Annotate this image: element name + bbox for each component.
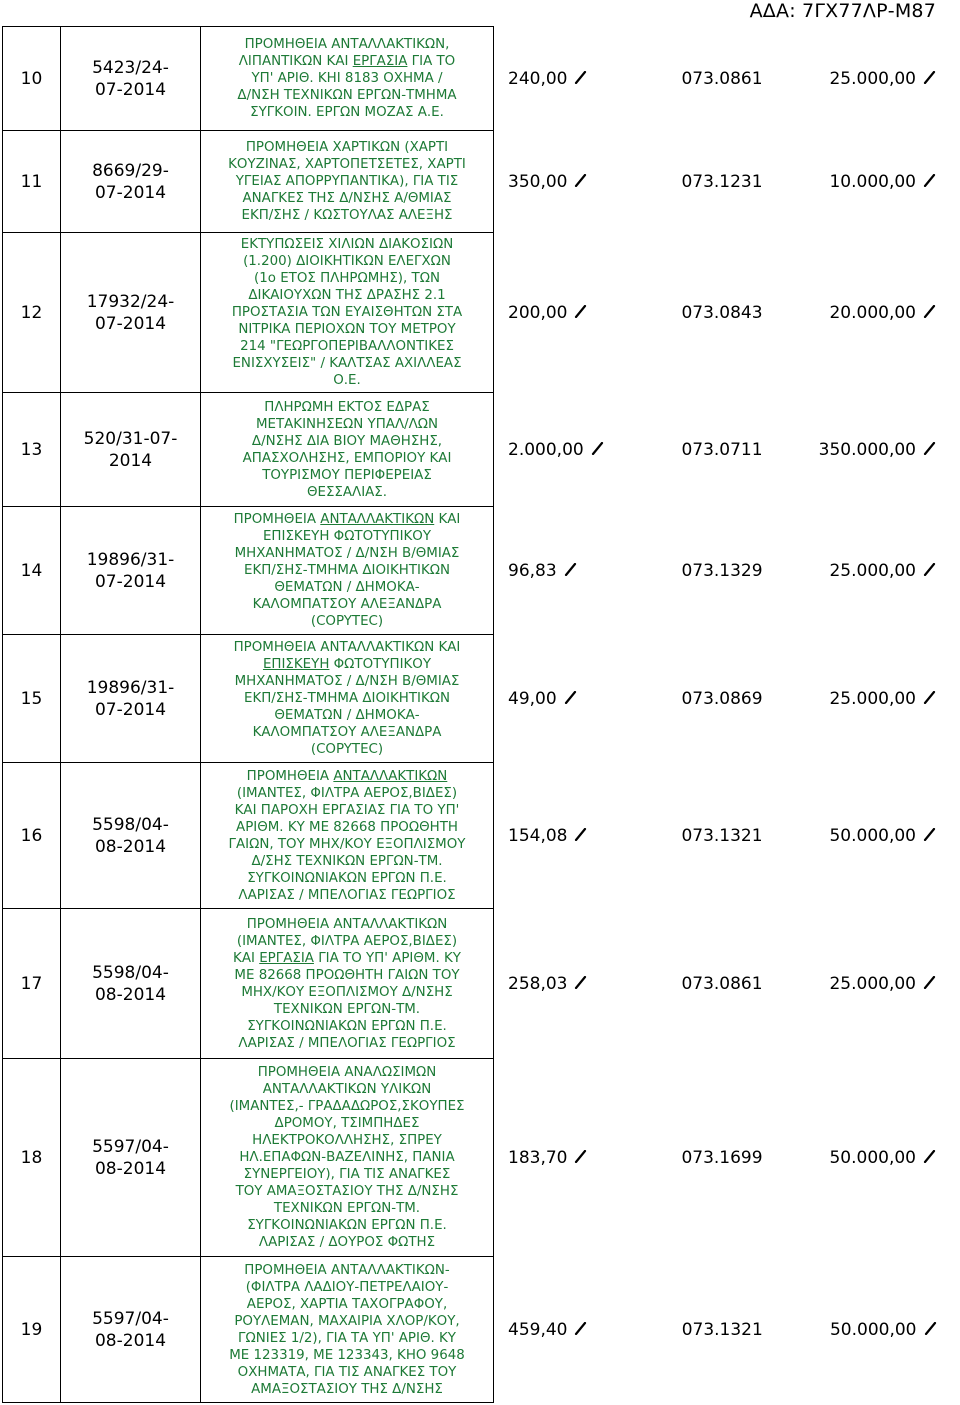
description-line: (1ο ΕΤΟΣ ΠΛΗΡΩΜΗΣ), ΤΩΝ (254, 271, 440, 286)
table-row (3, 909, 951, 1059)
euro-icon (564, 689, 577, 709)
description-line: ΛΑΡΙΣΑΣ / ΔΟΥΡΟΣ ΦΩΤΗΣ (258, 1235, 436, 1250)
protocol-line: 07-2014 (94, 571, 167, 592)
description-line: (1.200) ΔΙΟΙΚΗΤΙΚΩΝ ΕΛΕΓΧΩΝ (243, 254, 451, 269)
description-line: ΠΡΟΜΗΘΕΙΑ ΑΝΤΑΛΛΑΚΤΙΚΩΝ ΚΑΙ (233, 512, 461, 527)
euro-icon (574, 69, 587, 89)
payment-amount: 2.000,00 (508, 440, 640, 460)
description-line: ΠΡΟΜΗΘΕΙΑ ΑΝΤΑΛΛΑΚΤΙΚΩΝ (246, 916, 448, 932)
row-number: 17 (3, 909, 61, 1059)
description-line: (ΦΙΛΤΡΑ ΛΑΔΙΟΥ-ΠΕΤΡΕΛΑΙΟΥ- (245, 1279, 449, 1295)
description-line: ΗΛΕΚΤΡΟΚΟΛΛΗΣΗΣ, ΣΠΡΕΥ (252, 1133, 442, 1148)
description-line: ΡΟΥΛΕΜΑΝ, ΜΑΧΑΙΡΙΑ ΧΛΟΡ/ΚΟΥ, (234, 1313, 460, 1329)
protocol-line: 07-2014 (94, 313, 167, 334)
row-number: 12 (3, 233, 61, 393)
description-line: ΠΡΟΜΗΘΕΙΑ ΧΑΡΤΙΚΩΝ (ΧΑΡΤΙ (245, 140, 449, 155)
amounts (494, 233, 951, 393)
protocol-line: 07-2014 (94, 699, 167, 720)
euro-icon (923, 561, 936, 581)
description-line: ΕΚΠ/ΣΗΣ-ΤΜΗΜΑ ΔΙΟΙΚΗΤΙΚΩΝ (243, 691, 451, 706)
table-row (3, 233, 951, 393)
description-line: ΣΥΓΚΟΙΝΩΝΙΑΚΩΝ ΕΡΓΩΝ Π.Ε. (247, 1018, 447, 1034)
table-row (3, 635, 951, 763)
description-line: ΤΟΥ ΑΜΑΞΟΣΤΑΣΙΟΥ ΤΗΣ Δ/ΝΣΗΣ (235, 1184, 459, 1199)
description (201, 393, 494, 507)
description-line: ΘΕΜΑΤΩΝ / ΔΗΜΟΚΑ- (274, 708, 420, 723)
description-line: ΥΓΕΙΑΣ ΑΠΟΡΡΥΠΑΝΤΙΚΑ), ΓΙΑ ΤΙΣ (235, 174, 459, 189)
description-line: Ο.Ε. (333, 373, 361, 388)
description-line: (ΙΜΑΝΤΕΣ,- ΓΡΑΔΑΔΩΡΟΣ,ΣΚΟΥΠΕΣ (229, 1099, 465, 1114)
euro-icon (574, 1320, 587, 1340)
row-number: 18 (3, 1059, 61, 1257)
description-line: (ΙΜΑΝΤΕΣ, ΦΙΛΤΡΑ ΑΕΡΟΣ,ΒΙΔΕΣ) (236, 933, 458, 949)
payment-amount: 96,83 (508, 561, 640, 581)
table-row (3, 393, 951, 507)
description-line: 214 "ΓΕΩΡΓΟΠΕΡΙΒΑΛΛΟΝΤΙΚΕΣ (240, 339, 454, 354)
description-line: ΚΑΙ ΠΑΡΟΧΗ ΕΡΓΑΣΙΑΣ ΓΙΑ ΤΟ ΥΠ' (234, 802, 460, 818)
description-line: ΛΑΡΙΣΑΣ / ΜΠΕΛΟΓΙΑΣ ΓΕΩΡΓΙΟΣ (238, 1035, 456, 1051)
protocol-line: 08-2014 (94, 1330, 167, 1351)
description-line: Δ/ΝΣΗΣ ΔΙΑ ΒΙΟΥ ΜΑΘΗΣΗΣ, (251, 433, 443, 449)
protocol-line: 17932/24- (86, 291, 175, 312)
budget-code: 073.1321 (681, 1319, 763, 1340)
amounts (494, 131, 951, 233)
description-line: ΚΑΛΟΜΠΑΤΣΟΥ ΑΛΕΞΑΝΔΡΑ (252, 725, 442, 740)
description-line: ΠΡΟΜΗΘΕΙΑ ΑΝΤΑΛΛΑΚΤΙΚΩΝ ΚΑΙ (233, 640, 461, 655)
euro-icon (923, 303, 936, 323)
protocol-number (61, 635, 201, 763)
protocol-number (61, 763, 201, 909)
payments-table (2, 26, 951, 1403)
euro-icon (564, 561, 577, 581)
credit-amount: 50.000,00 (804, 826, 936, 846)
payment-amount: 240,00 (508, 69, 640, 89)
description (201, 507, 494, 635)
payment-amount: 183,70 (508, 1148, 640, 1168)
budget-code: 073.0861 (681, 68, 763, 89)
protocol-line: 5597/04- (92, 1136, 169, 1157)
description-line: ΤΕΧΝΙΚΩΝ ΕΡΓΩΝ-ΤΜ. (273, 1001, 421, 1017)
row-number: 14 (3, 507, 61, 635)
table-row (3, 763, 951, 909)
description-line: ΤΟΥΡΙΣΜΟΥ ΠΕΡΙΦΕΡΕΙΑΣ (262, 467, 432, 483)
description-line: ΔΡΟΜΟΥ, ΤΣΙΜΠΗΔΕΣ (274, 1116, 420, 1131)
euro-icon (923, 826, 936, 846)
protocol-line: 5423/24- (92, 57, 169, 78)
description-line: ΕΠΙΣΚΕΥΗ ΦΩΤΟΤΥΠΙΚΟΥ (262, 657, 432, 672)
description-line: ΑΝΤΑΛΛΑΚΤΙΚΩΝ ΥΛΙΚΩΝ (262, 1082, 432, 1097)
payment-amount: 258,03 (508, 974, 640, 994)
description-line: ΕΠΙΣΚΕΥΗ ΦΩΤΟΤΥΠΙΚΟΥ (262, 529, 432, 544)
protocol-line: 19896/31- (86, 549, 175, 570)
description-line: ΑΜΑΞΟΣΤΑΣΙΟΥ ΤΗΣ Δ/ΝΣΗΣ (251, 1381, 443, 1397)
description-line: ΜΗΧΑΝΗΜΑΤΟΣ / Δ/ΝΣΗ Β/ΘΜΙΑΣ (234, 674, 460, 689)
description-line: ΣΥΓΚΟΙΝΩΝΙΑΚΩΝ ΕΡΓΩΝ Π.Ε. (247, 1218, 447, 1233)
description-line: (COPYTEC) (310, 614, 384, 629)
description-line: ΑΕΡΟΣ, ΧΑΡΤΙΑ ΤΑΧΟΓΡΑΦΟΥ, (246, 1296, 448, 1312)
payment-amount: 49,00 (508, 689, 640, 709)
credit-amount: 350.000,00 (804, 440, 936, 460)
description-line: ΠΛΗΡΩΜΗ ΕΚΤΟΣ ΕΔΡΑΣ (264, 399, 430, 415)
description-line: ΥΠ' ΑΡΙΘ. ΚΗΙ 8183 ΟΧΗΜΑ / (251, 71, 443, 86)
protocol-line: 520/31-07- (83, 428, 178, 449)
payment-amount: 350,00 (508, 172, 640, 192)
credit-amount: 50.000,00 (805, 1320, 937, 1340)
budget-code: 073.1321 (681, 825, 763, 846)
payment-amount: 154,08 (508, 826, 640, 846)
table-row (3, 27, 951, 131)
euro-icon (574, 826, 587, 846)
description-line: ΣΥΓΚΟΙΝ. ΕΡΓΩΝ ΜΟΖΑΣ Α.Ε. (250, 105, 444, 120)
budget-code: 073.0843 (681, 302, 763, 323)
budget-code: 073.0861 (681, 973, 763, 994)
credit-amount: 25.000,00 (804, 689, 936, 709)
amounts (494, 507, 951, 635)
amounts (494, 1059, 951, 1257)
description-line: ΠΡΟΣΤΑΣΙΑ ΤΩΝ ΕΥΑΙΣΘΗΤΩΝ ΣΤΑ (231, 305, 463, 320)
description-line: ΑΝΑΓΚΕΣ ΤΗΣ Δ/ΝΣΗΣ Α/ΘΜΙΑΣ (242, 191, 452, 206)
budget-code: 073.1231 (681, 171, 763, 192)
description-line: ΕΝΙΣΧΥΣΕΙΣ" / ΚΑΛΤΣΑΣ ΑΧΙΛΛΕΑΣ (232, 356, 462, 371)
euro-icon (574, 303, 587, 323)
euro-icon (574, 1148, 587, 1168)
description-line: ΜΗΧ/ΚΟΥ ΕΞΟΠΛΙΣΜΟΥ Δ/ΝΣΗΣ (241, 984, 453, 1000)
table-row (3, 507, 951, 635)
description (201, 1059, 494, 1257)
table-row (3, 1059, 951, 1257)
protocol-number (61, 393, 201, 507)
amounts (494, 763, 951, 909)
amounts (494, 1257, 951, 1403)
description-line: (COPYTEC) (310, 742, 384, 757)
credit-amount: 25.000,00 (804, 974, 936, 994)
protocol-line: 07-2014 (94, 79, 167, 100)
description (201, 233, 494, 393)
euro-icon (923, 689, 936, 709)
description-line: ΜΕΤΑΚΙΝΗΣΕΩΝ ΥΠΑΛ/ΛΩΝ (255, 416, 439, 432)
euro-icon (923, 974, 936, 994)
protocol-line: 2014 (108, 450, 153, 471)
credit-amount: 50.000,00 (804, 1148, 936, 1168)
euro-icon (591, 440, 604, 460)
description-line: ΜΗΧΑΝΗΜΑΤΟΣ / Δ/ΝΣΗ Β/ΘΜΙΑΣ (234, 546, 460, 561)
description-line: ΠΡΟΜΗΘΕΙΑ ΑΝΤΑΛΛΑΚΤΙΚΩΝ (246, 768, 448, 784)
protocol-line: 8669/29- (92, 160, 169, 181)
row-number: 15 (3, 635, 61, 763)
credit-amount: 10.000,00 (804, 172, 936, 192)
description-line: ΚΑΛΟΜΠΑΤΣΟΥ ΑΛΕΞΑΝΔΡΑ (252, 597, 442, 612)
amounts (494, 393, 951, 507)
budget-code: 073.0711 (681, 439, 763, 460)
protocol-number (61, 233, 201, 393)
description-line: Δ/ΣΗΣ ΤΕΧΝΙΚΩΝ ΕΡΓΩΝ-ΤΜ. (251, 853, 443, 869)
amounts (494, 27, 951, 131)
description-line: ΑΠΑΣΧΟΛΗΣΗΣ, ΕΜΠΟΡΙΟΥ ΚΑΙ (242, 450, 452, 466)
description (201, 131, 494, 233)
protocol-line: 5598/04- (92, 814, 169, 835)
row-number: 10 (3, 27, 61, 131)
description-line: ΘΕΣΣΑΛΙΑΣ. (306, 484, 388, 500)
euro-icon (923, 69, 936, 89)
description-line: ΑΡΙΘΜ. ΚΥ ΜΕ 82668 ΠΡΟΩΘΗΤΗ (236, 819, 458, 835)
amounts (494, 909, 951, 1059)
protocol-line: 08-2014 (94, 1158, 167, 1179)
row-number: 13 (3, 393, 61, 507)
protocol-number (61, 1257, 201, 1403)
description-line: ΤΕΧΝΙΚΩΝ ΕΡΓΩΝ-ΤΜ. (273, 1201, 421, 1216)
description-line: ΓΩΝΙΕΣ 1/2), ΓΙΑ ΤΑ ΥΠ' ΑΡΙΘ. ΚΥ (238, 1330, 456, 1346)
description-line: ΔΙΚΑΙΟΥΧΩΝ ΤΗΣ ΔΡΑΣΗΣ 2.1 (248, 288, 446, 303)
table-row (3, 131, 951, 233)
description-line: ΚΑΙ ΕΡΓΑΣΙΑ ΓΙΑ ΤΟ ΥΠ' ΑΡΙΘΜ. ΚΥ (233, 950, 461, 966)
budget-code: 073.1699 (681, 1147, 763, 1168)
ada-code: ΑΔΑ: 7ΓΧ77ΛΡ-Μ87 (749, 0, 936, 22)
description-line: ΕΚΠ/ΣΗΣ-ΤΜΗΜΑ ΔΙΟΙΚΗΤΙΚΩΝ (243, 563, 451, 578)
description (201, 763, 494, 909)
credit-amount: 20.000,00 (804, 303, 936, 323)
description (201, 27, 494, 131)
description-line: ΠΡΟΜΗΘΕΙΑ ΑΝΤΑΛΛΑΚΤΙΚΩΝ, (244, 37, 450, 52)
description-line: ΕΚΠ/ΣΗΣ / ΚΩΣΤΟΥΛΑΣ ΑΛΕΞΗΣ (241, 208, 453, 223)
euro-icon (923, 172, 936, 192)
description-line: ΠΡΟΜΗΘΕΙΑ ΑΝΑΛΩΣΙΜΩΝ (257, 1065, 437, 1080)
description-line: ΣΥΓΚΟΙΝΩΝΙΑΚΩΝ ΕΡΓΩΝ Π.Ε. (247, 870, 447, 886)
description-line: ΓΑΙΩΝ, ΤΟΥ ΜΗΧ/ΚΟΥ ΕΞΟΠΛΙΣΜΟΥ (228, 836, 466, 852)
table-row (3, 1257, 951, 1403)
description-line: Δ/ΝΣΗ ΤΕΧΝΙΚΩΝ ΕΡΓΩΝ-ΤΜΗΜΑ (237, 88, 457, 103)
protocol-number (61, 131, 201, 233)
protocol-line: 07-2014 (94, 182, 167, 203)
protocol-number (61, 909, 201, 1059)
description-line: ΟΧΗΜΑΤΑ, ΓΙΑ ΤΙΣ ΑΝΑΓΚΕΣ ΤΟΥ (237, 1364, 457, 1380)
description-line: ΠΡΟΜΗΘΕΙΑ ΑΝΤΑΛΛΑΚΤΙΚΩΝ- (244, 1262, 450, 1278)
protocol-number (61, 507, 201, 635)
protocol-number (61, 27, 201, 131)
description-line: ΜΕ 123319, ΜΕ 123343, ΚΗΟ 9648 (229, 1347, 465, 1363)
description (201, 635, 494, 763)
credit-amount: 25.000,00 (804, 69, 936, 89)
description-line: ΚΟΥΖΙΝΑΣ, ΧΑΡΤΟΠΕΤΣΕΤΕΣ, ΧΑΡΤΙ (228, 157, 466, 172)
euro-icon (923, 1148, 936, 1168)
description (201, 909, 494, 1059)
amounts (494, 635, 951, 763)
row-number: 19 (3, 1257, 61, 1403)
protocol-line: 19896/31- (86, 677, 175, 698)
description-line: ΘΕΜΑΤΩΝ / ΔΗΜΟΚΑ- (274, 580, 420, 595)
description-line: (ΙΜΑΝΤΕΣ, ΦΙΛΤΡΑ ΑΕΡΟΣ,ΒΙΔΕΣ) (236, 785, 458, 801)
protocol-line: 5598/04- (92, 962, 169, 983)
description-line: ΜΕ 82668 ΠΡΟΩΘΗΤΗ ΓΑΙΩΝ ΤΟΥ (234, 967, 460, 983)
protocol-line: 08-2014 (94, 836, 167, 857)
row-number: 11 (3, 131, 61, 233)
row-number: 16 (3, 763, 61, 909)
euro-icon (924, 1320, 937, 1340)
protocol-number (61, 1059, 201, 1257)
payment-amount: 459,40 (508, 1320, 640, 1340)
description-line: ΕΚΤΥΠΩΣΕΙΣ ΧΙΛΙΩΝ ΔΙΑΚΟΣΙΩΝ (240, 237, 454, 252)
protocol-line: 08-2014 (94, 984, 167, 1005)
description (201, 1257, 494, 1403)
credit-amount: 25.000,00 (804, 561, 936, 581)
protocol-line: 5597/04- (92, 1308, 169, 1329)
description-line: ΛΑΡΙΣΑΣ / ΜΠΕΛΟΓΙΑΣ ΓΕΩΡΓΙΟΣ (238, 887, 456, 903)
euro-icon (574, 172, 587, 192)
budget-code: 073.1329 (681, 560, 763, 581)
payment-amount: 200,00 (508, 303, 640, 323)
description-line: ΗΛ.ΕΠΑΦΩΝ-ΒΑΖΕΛΙΝΗΣ, ΠΑΝΙΑ (239, 1150, 455, 1165)
description-line: ΣΥΝΕΡΓΕΙΟΥ), ΓΙΑ ΤΙΣ ΑΝΑΓΚΕΣ (243, 1167, 451, 1182)
budget-code: 073.0869 (681, 688, 763, 709)
euro-icon (574, 974, 587, 994)
description-line: ΛΙΠΑΝΤΙΚΩΝ ΚΑΙ ΕΡΓΑΣΙΑ ΓΙΑ ΤΟ (238, 54, 456, 69)
description-line: ΝΙΤΡΙΚΑ ΠΕΡΙΟΧΩΝ ΤΟΥ ΜΕΤΡΟΥ (238, 322, 456, 337)
euro-icon (923, 440, 936, 460)
